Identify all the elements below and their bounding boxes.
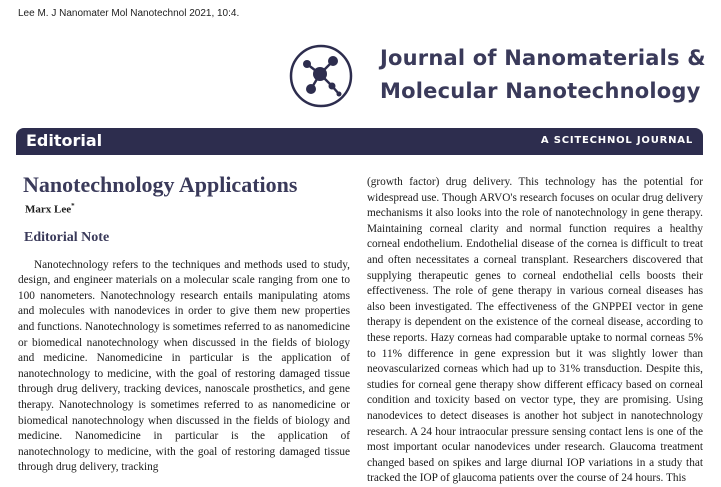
author-name: Marx Lee: [25, 203, 72, 216]
molecule-logo-icon: [289, 44, 353, 108]
section-label: Editorial: [26, 131, 103, 150]
right-column: [367, 175, 703, 487]
journal-title-line1: Journal of Nanomaterials &: [380, 46, 706, 70]
author-mark: *: [71, 202, 75, 210]
author-line: [18, 202, 350, 216]
left-paragraph: Nanotechnology refers to the techniques and methods used to study, design, and engineer materials on a molecular scale ranging from one to 100 nanometers. Nanotechnology research entails manipulating atoms and molecules with nanodevices in order to give them new properties and functions. Nanotechnology is sometimes referred to as nanomedicine or biomedical nanotechnology when discussed in the fields of biology and medicine. Nanomedicine in particular is the application of nanotechnology to medicine, with the goal of restoring damaged tissue through drug delivery, tracking devices, nanoscale prosthetics, and gene therapy. Nanotechnology is sometimes referred to as nanomedicine or biomedical nanotechnology when discussed in the fields of biology and medicine. Nanomedicine in particular is the application of nanotechnology to medicine, with the goal of restoring damaged tissue through drug delivery, tracking: [18, 258, 350, 474]
article-title: Nanotechnology Applications: [23, 172, 298, 197]
left-column: [18, 172, 350, 476]
journal-title: [380, 42, 710, 108]
section-banner: [16, 128, 703, 155]
journal-title-line2: Molecular Nanotechnology: [380, 79, 701, 103]
section-heading: Editorial Note: [24, 229, 110, 245]
publisher-label: A SCITECHNOL JOURNAL: [540, 135, 693, 146]
citation-line: Lee M. J Nanomater Mol Nanotechnol 2021, 10:4.: [18, 8, 240, 19]
right-paragraph: (growth factor) drug delivery. This technology has the potential for widespread use. Though ARVO's research focuses on ocular drug delivery mechanisms it also looks into the role of nanotechnology in gene therapy. Maintaining corneal clarity and normal function requires a healthy corneal endothelium. Endothelial disease of the cornea is difficult to treat and often necessitates a corneal transplant. Researchers discovered that supplying therapeutic genes to corneal endothelial cells boosts their effectiveness. The role of gene therapy in various corneal diseases has also been investigated. The effectiveness of the GNPPEI vector in gene therapy is dependent on the existence of the corneal disease, according to these reports. Hazy corneas had comparable uptake to normal corneas 5% to 11% difference in gene expression but it was slightly lower than neovascularized corneas which had up to 31% transduction. Despite this, studies for corneal gene therapy show different efficacy based on corneal condition and toxicity based on vector type, they are promising. Using nanodevices to detect diseases is another hot subject in nanotechnology research. A 24 hour intraocular pressure sensing contact lens is one of the most important ocular nanodevices under research. Glaucoma treatment changed based on spikes and large diurnal IOP variations in a study that tracked the IOP of glaucoma patients over the course of 24 hours. This: [367, 176, 703, 485]
